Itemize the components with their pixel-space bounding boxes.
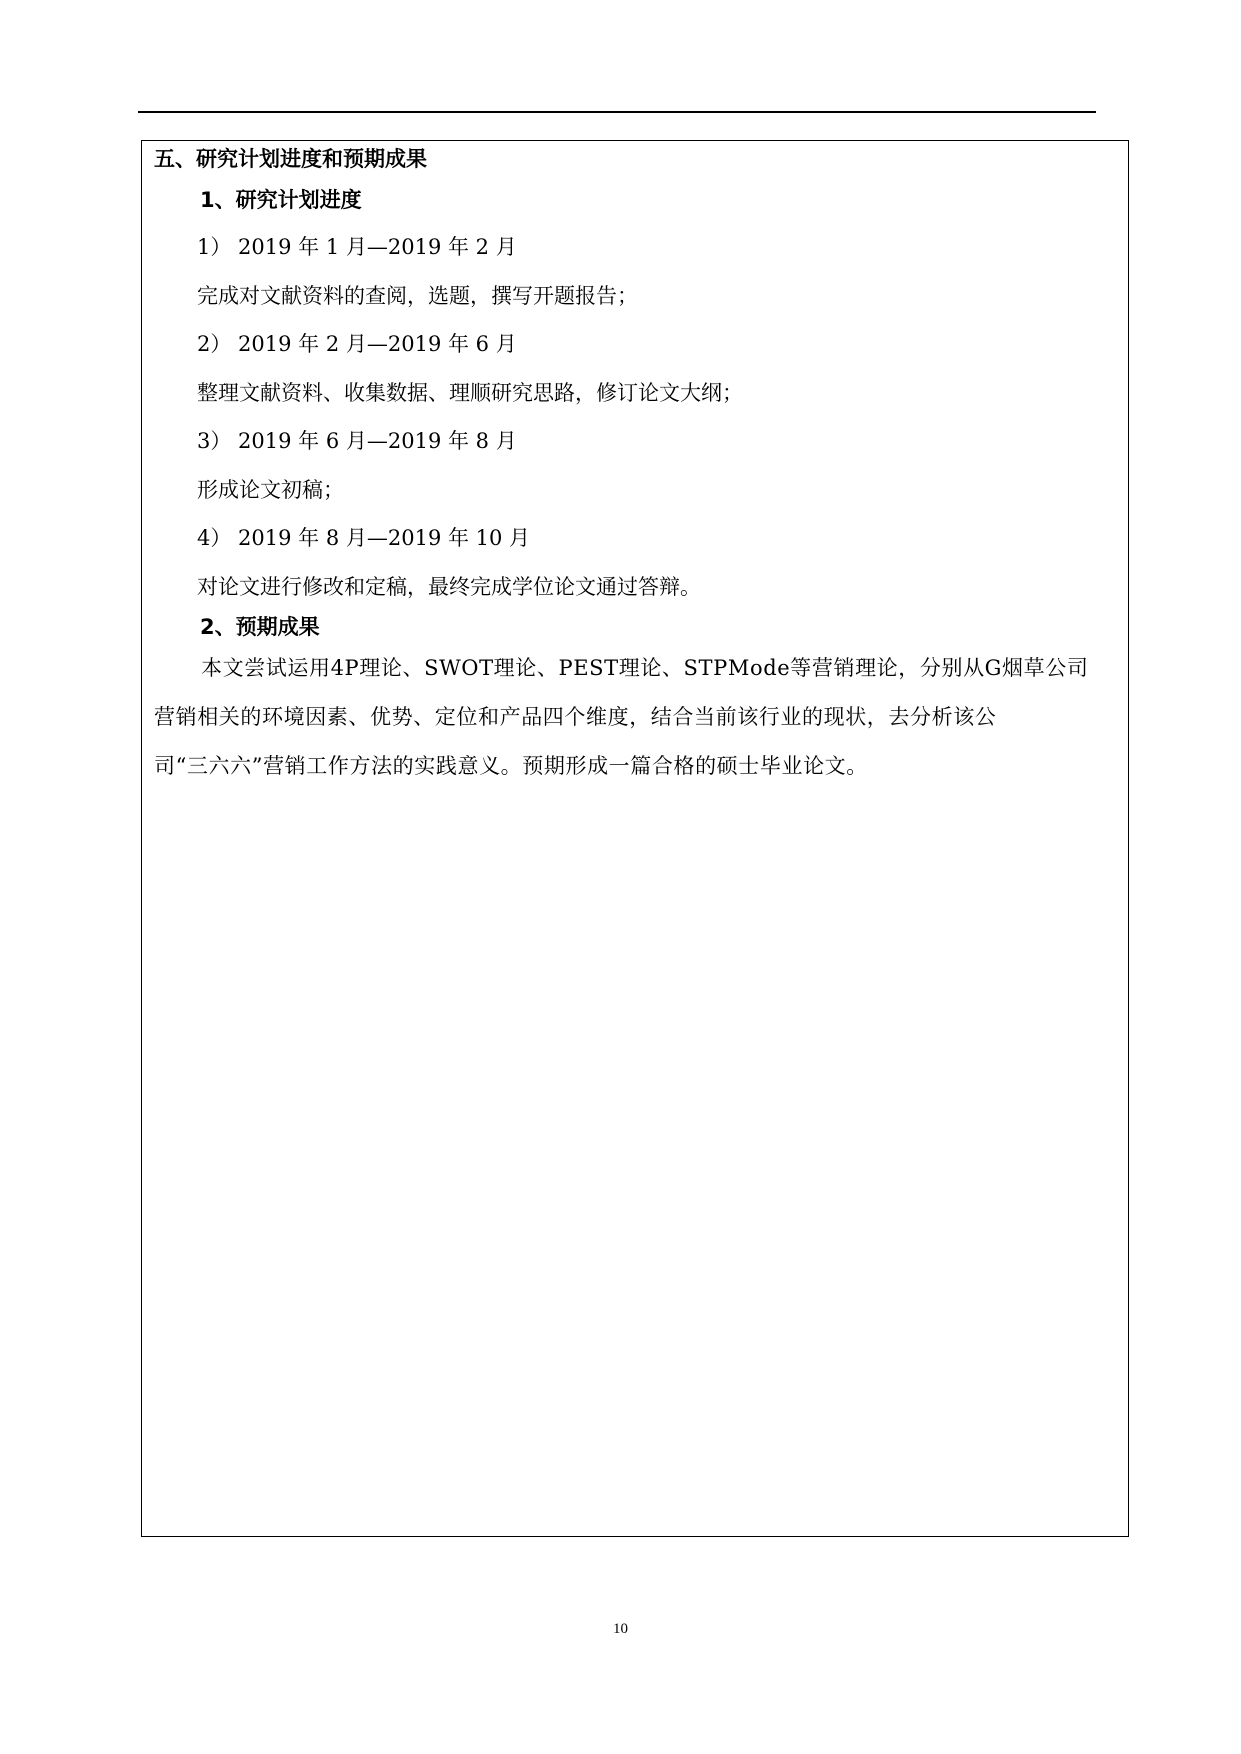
header-rule (138, 111, 1096, 113)
schedule-task-4: 对论文进行修改和定稿，最终完成学位论文通过答辩。 (197, 575, 701, 599)
schedule-period-4: 4） 2019 年 8 月—2019 年 10 月 (197, 526, 531, 550)
schedule-title: 1、研究计划进度 (200, 188, 362, 212)
schedule-period-3: 3） 2019 年 6 月—2019 年 8 月 (197, 429, 517, 453)
schedule-task-3: 形成论文初稿； (197, 478, 344, 502)
schedule-task-2: 整理文献资料、收集数据、理顺研究思路，修订论文大纲； (197, 381, 743, 405)
schedule-task-1: 完成对文献资料的查阅，选题，撰写开题报告； (197, 284, 638, 308)
outcomes-line-1: 本文尝试运用4P理论、SWOT理论、PEST理论、STPMode等营销理论，分别从G烟草公司 (201, 656, 1089, 680)
schedule-period-2: 2） 2019 年 2 月—2019 年 6 月 (197, 332, 517, 356)
outcomes-line-3: 司“三六六”营销工作方法的实践意义。预期形成一篇合格的硕士毕业论文。 (154, 754, 868, 778)
section-title: 五、研究计划进度和预期成果 (154, 147, 427, 171)
outcomes-title: 2、预期成果 (200, 615, 320, 639)
page-number: 10 (613, 1621, 628, 1637)
outcomes-line-2: 营销相关的环境因素、优势、定位和产品四个维度，结合当前该行业的现状，去分析该公 (154, 705, 997, 729)
schedule-period-1: 1） 2019 年 1 月—2019 年 2 月 (197, 235, 517, 259)
